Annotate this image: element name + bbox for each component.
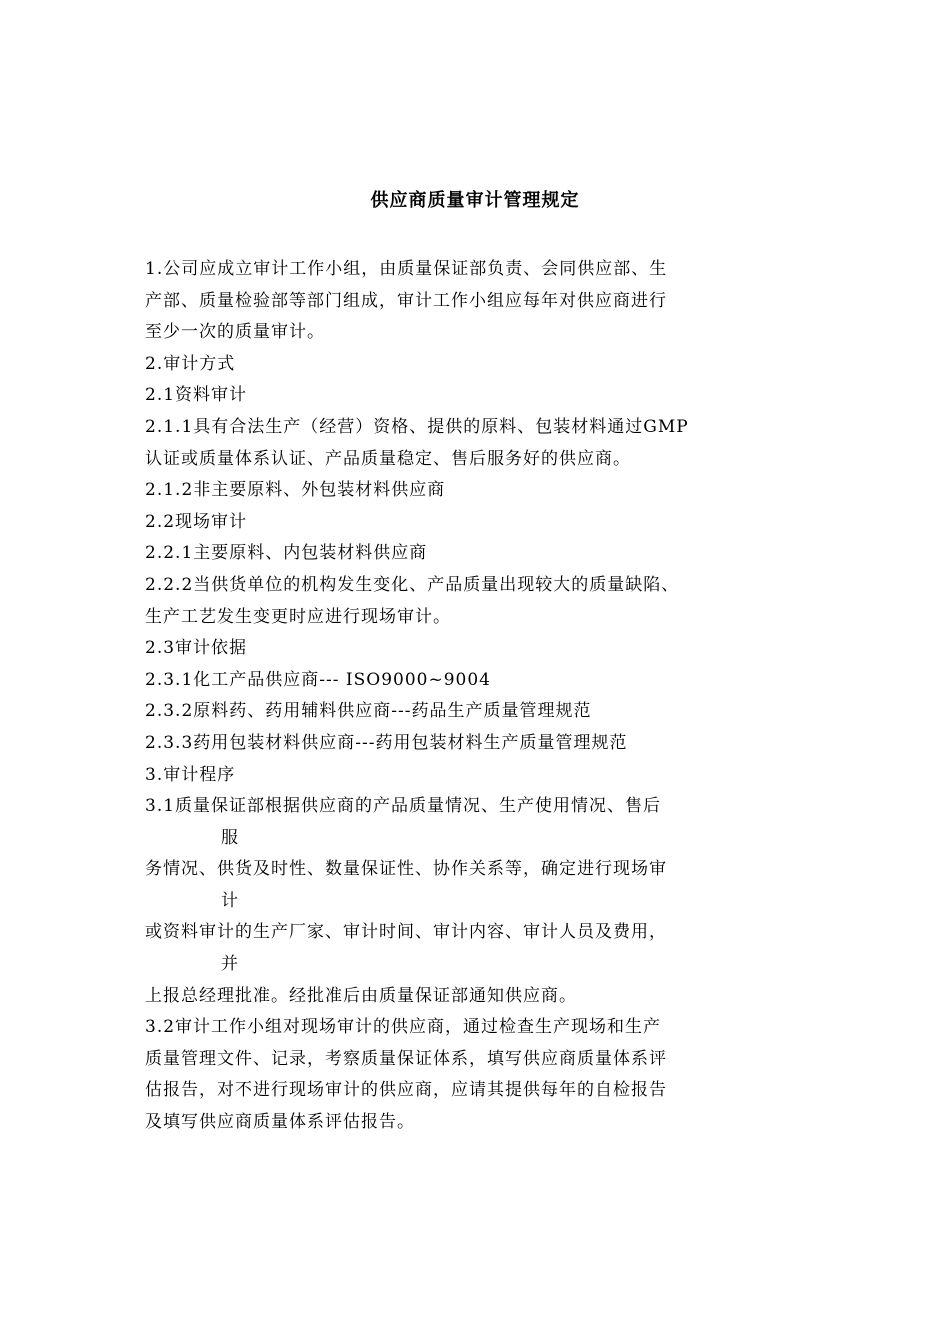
paragraph-line: 3.2审计工作小组对现场审计的供应商，通过检查生产现场和生产 xyxy=(145,1017,662,1038)
paragraph-line: 务情况、供货及时性、数量保证性、协作关系等，确定进行现场审 xyxy=(145,859,667,880)
paragraph-line: 2.3.3药用包装材料供应商---药用包装材料生产质量管理规范 xyxy=(145,732,628,753)
paragraph-line: 2.2.2当供货单位的机构发生变化、产品质量出现较大的质量缺陷、 xyxy=(145,574,680,595)
paragraph-line: 2.3.2原料药、药用辅料供应商---药品生产质量管理规范 xyxy=(145,701,592,722)
paragraph-line: 2.2.1主要原料、内包装材料供应商 xyxy=(145,543,428,564)
subsection-heading: 2.1资料审计 xyxy=(145,385,248,406)
wrapped-line: 并 xyxy=(221,954,239,975)
document-body xyxy=(145,254,810,1139)
paragraph-line: 认证或质量体系认证、产品质量稳定、售后服务好的供应商。 xyxy=(145,448,631,469)
section-heading: 2.审计方式 xyxy=(145,353,236,374)
paragraph-line: 3.1质量保证部根据供应商的产品质量情况、生产使用情况、售后 xyxy=(145,796,662,817)
paragraph-line: 产部、质量检验部等部门组成，审计工作小组应每年对供应商进行 xyxy=(145,290,667,311)
paragraph-line: 质量管理文件、记录，考察质量保证体系，填写供应商质量体系评 xyxy=(145,1048,667,1069)
paragraph-line: 及填写供应商质量体系评估报告。 xyxy=(145,1112,415,1133)
paragraph-line: 2.1.2非主要原料、外包装材料供应商 xyxy=(145,480,446,501)
wrapped-line: 计 xyxy=(221,890,239,911)
document-title: 供应商质量审计管理规定 xyxy=(370,190,580,211)
wrapped-line: 服 xyxy=(221,827,239,848)
paragraph-line: 或资料审计的生产厂家、审计时间、审计内容、审计人员及费用， xyxy=(145,922,667,943)
section-heading: 3.审计程序 xyxy=(145,764,236,785)
paragraph-line: 估报告，对不进行现场审计的供应商，应请其提供每年的自检报告 xyxy=(145,1080,667,1101)
paragraph-line: 1.公司应成立审计工作小组，由质量保证部负责、会同供应部、生 xyxy=(145,259,668,279)
paragraph-line: 2.3.1化工产品供应商--- ISO9000~9004 xyxy=(145,669,491,690)
paragraph-line: 上报总经理批准。经批准后由质量保证部通知供应商。 xyxy=(145,985,577,1006)
paragraph-line: 至少一次的质量审计。 xyxy=(145,322,325,343)
subsection-heading: 2.2现场审计 xyxy=(145,511,248,532)
paragraph-line: 2.1.1具有合法生产（经营）资格、提供的原料、包装材料通过GMP xyxy=(145,416,689,437)
paragraph-line: 生产工艺发生变更时应进行现场审计。 xyxy=(145,606,451,627)
subsection-heading: 2.3审计依据 xyxy=(145,638,248,659)
